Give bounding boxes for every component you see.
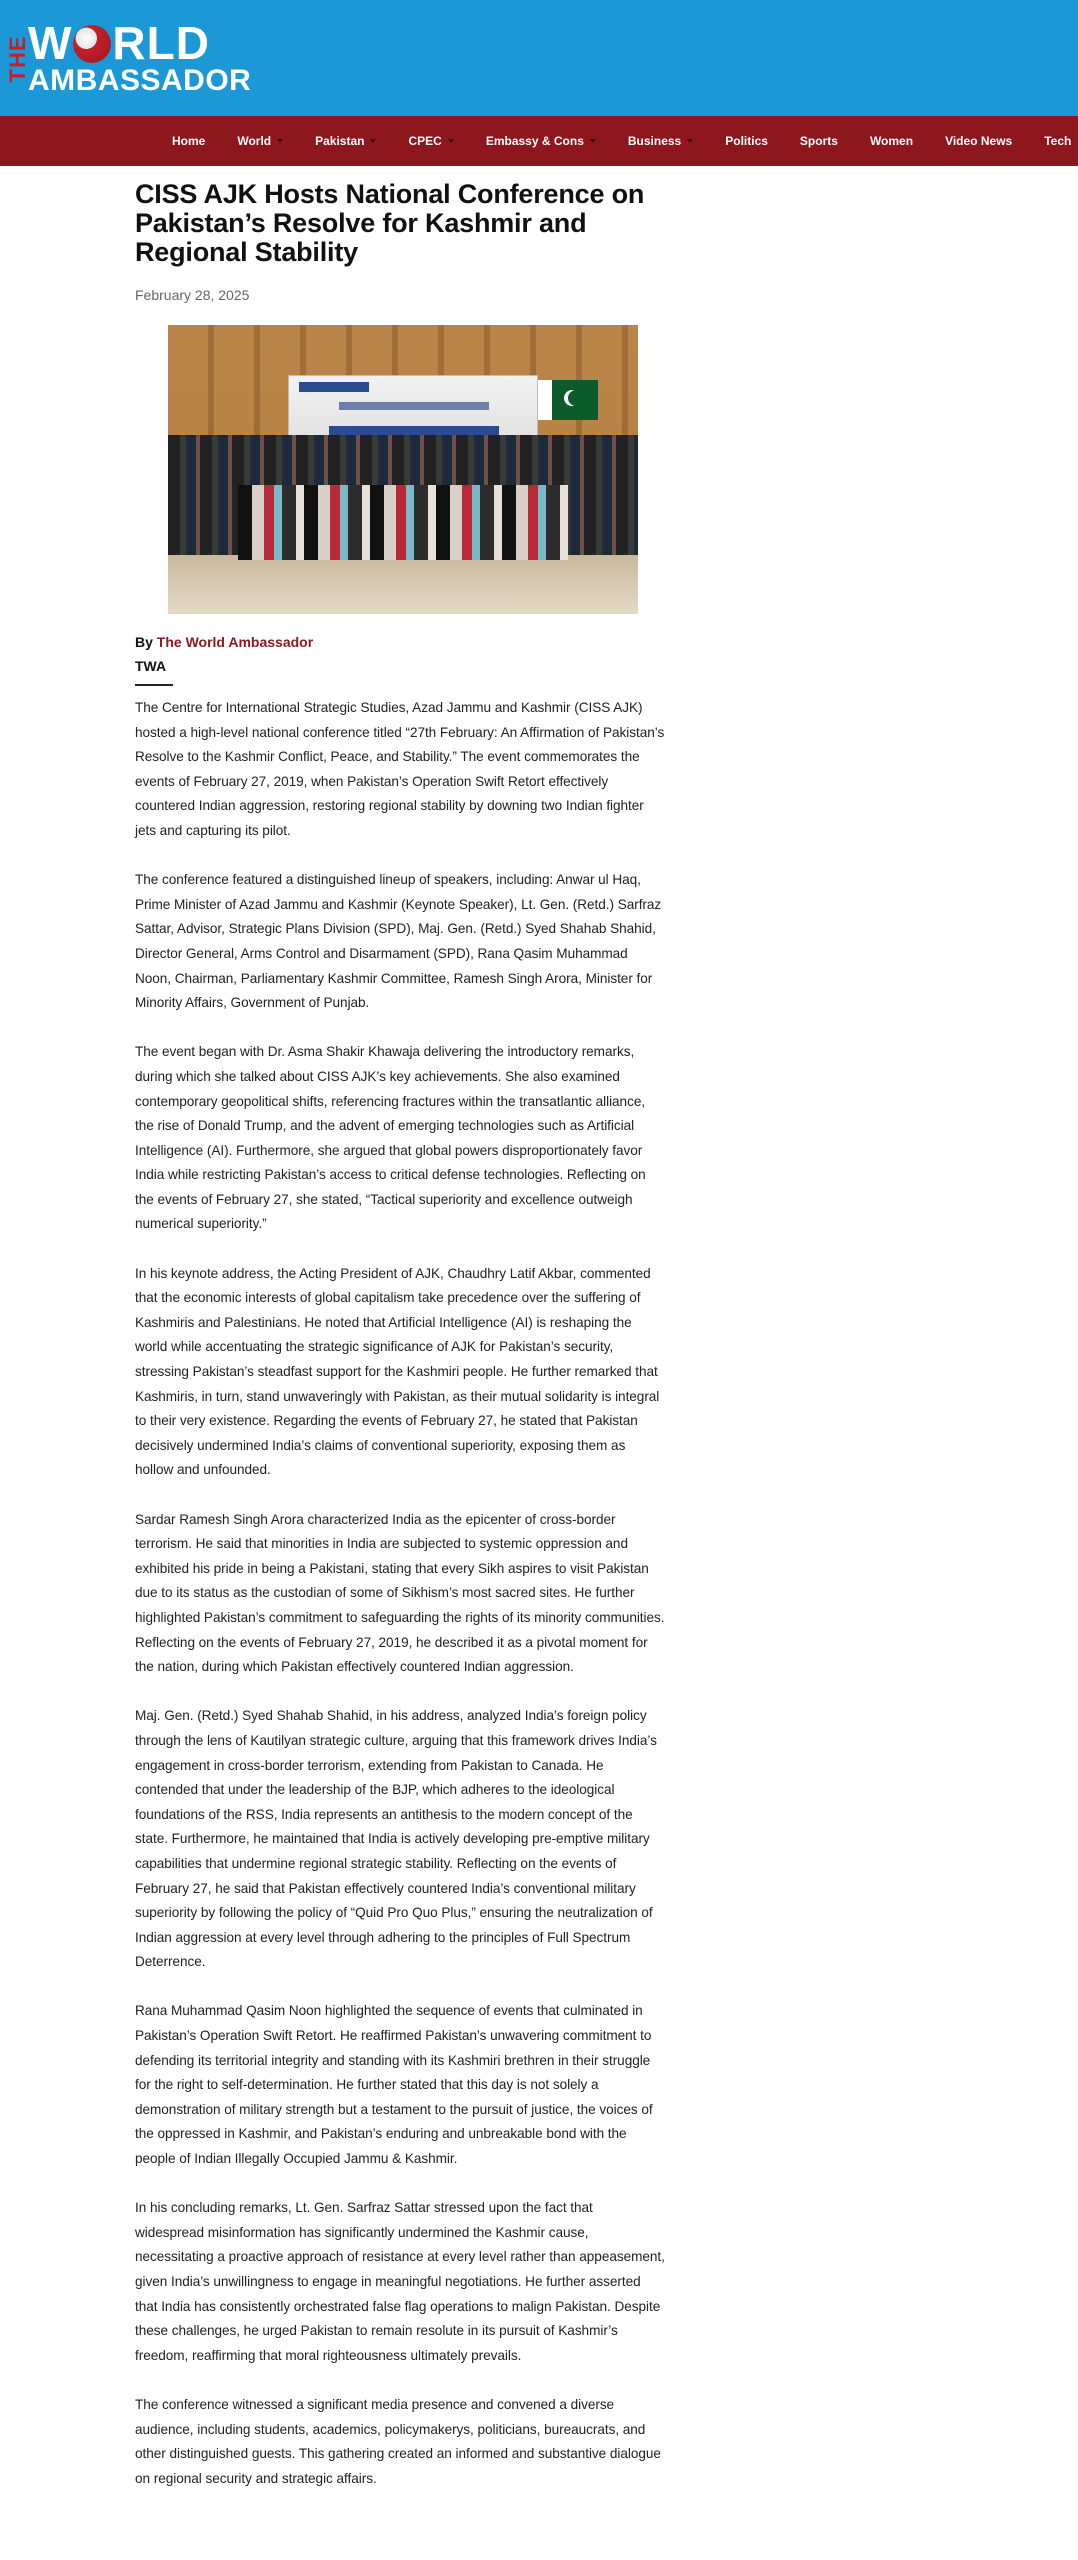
divider (135, 684, 173, 686)
chevron-down-icon (590, 139, 596, 143)
article-content (135, 180, 665, 2516)
article-paragraph: Sardar Ramesh Singh Arora characterized India as the epicenter of cross-border terrorism. He said that minorities in India are subjected to systemic oppression and exhibited his pride in being a Pakistani, stating that every Sikh aspires to visit Pakistan due to its status as the custodian of some of Sikhism’s most sacred sites. He further highlighted Pakistan’s commitment to safeguarding the rights of its minority communities. Reflecting on the events of February 27, 2019, he described it as a pivotal moment for the nation, during which Pakistan effectively countered Indian aggression. (135, 1511, 665, 1675)
hero-floor (168, 560, 638, 614)
byline-prefix: By (135, 634, 153, 650)
main-nav (0, 116, 1078, 166)
nav-menu (172, 116, 1078, 166)
nav-item-home[interactable]: Home (172, 134, 206, 148)
logo-ambassador: AMBASSADOR (28, 64, 252, 97)
article-paragraph: The conference witnessed a significant media presence and convened a diverse audience, including students, academics, policymakerys, politicians, bureaucrats, and other distinguished guests. This gathering created an informed and substantive dialogue on regional security and strategic affairs. (135, 2396, 661, 2486)
hero-group-front (238, 485, 568, 565)
nav-item-pakistan[interactable]: Pakistan (315, 134, 376, 148)
article-paragraph: The event began with Dr. Asma Shakir Khawaja delivering the introductory remarks, during which she talked about CISS AJK’s key achievements. She also examined contemporary geopolitical shifts, referencing fractures within the transatlantic alliance, the rise of Donald Trump, and the advent of emerging technologies such as Artificial Intelligence (AI). Furthermore, she argued that global powers disproportionately favor India while restricting Pakistan’s access to critical defense technologies. Reflecting on the events of February 27, she stated, “Tactical superiority and excellence outweigh numerical superiority.” (135, 1044, 646, 1232)
nav-item-video-news[interactable]: Video News (945, 134, 1013, 148)
article-hero-image (168, 325, 638, 614)
article-paragraph: The conference featured a distinguished lineup of speakers, including: Anwar ul Haq, Prime Minister of Azad Jammu and Kashmir (Keynote Speaker), Lt. Gen. (Retd.) Sarfraz Sattar, Advisor, Strategic Plans Division (SPD), Maj. Gen. (Retd.) Syed Shahab Shahid, Director General, Arms Control and Disarmament (SPD), Rana Qasim Muhammad Noon, Chairman, Parliamentary Kashmir Committee, Ramesh Singh Arora, Minister for Minority Affairs, Government of Punjab. (135, 872, 662, 1011)
author-org: TWA (135, 658, 167, 674)
article-date: February 28, 2025 (135, 287, 250, 303)
nav-item-politics[interactable]: Politics (725, 134, 768, 148)
article-paragraph: Rana Muhammad Qasim Noon highlighted the sequence of events that culminated in Pakistan’s Operation Swift Retort. He reaffirmed Pakistan’s unwavering commitment to defending its territorial integrity and standing with its Kashmiri brethren in their struggle for the right to self-determination. He further stated that this day is not solely a demonstration of military strength but a testament to the pursuit of justice, the voices of the oppressed in Kashmir, and Pakistan’s enduring and unbreakable bond with the people of Indian Illegally Occupied Jammu & Kashmir. (135, 2003, 653, 2167)
pakistan-flag-icon (538, 380, 598, 420)
article-body (135, 696, 665, 2491)
chevron-down-icon (370, 139, 376, 143)
article-title: CISS AJK Hosts National Conference on Pakistan’s Resolve for Kashmir and Regional Stability (135, 179, 645, 267)
article-paragraph: Maj. Gen. (Retd.) Syed Shahab Shahid, in his address, analyzed India’s foreign policy through the lens of Kautilyan strategic culture, arguing that this framework drives India’s engagement in cross-border terrorism, extending from Pakistan to Canada. He contended that under the leadership of the BJP, which adheres to the ideological foundations of the RSS, India represents an antithesis to the modern concept of the state. Furthermore, he maintained that India is actively developing pre-emptive military capabilities that undermine regional strategic stability. Reflecting on the events of February 27, he said that Pakistan effectively countered India’s conventional military superiority by following the policy of “Quid Pro Quo Plus,” ensuring the neutralization of Indian aggression at every level through adhering to the principles of Full Spectrum Deterrence. (135, 1708, 657, 1970)
nav-item-cpec[interactable]: CPEC (408, 134, 453, 148)
byline (135, 634, 665, 650)
author-link[interactable]: The World Ambassador (156, 634, 314, 650)
globe-icon (73, 25, 111, 63)
logo-world: W RLD (28, 17, 210, 69)
article-paragraph: The Centre for International Strategic Studies, Azad Jammu and Kashmir (CISS AJK) hosted a high-level national conference titled “27th February: An Affirmation of Pakistan’s Resolve to the Kashmir Conflict, Peace, and Stability.” The event commemorates the events of February 27, 2019, when Pakistan’s Operation Swift Retort effectively countered Indian aggression, restoring regional stability by downing two Indian fighter jets and capturing its pilot. (135, 700, 665, 838)
article-paragraph: In his concluding remarks, Lt. Gen. Sarfraz Sattar stressed upon the fact that widespread misinformation has significantly undermined the Kashmir cause, necessitating a proactive approach of resistance at every level rather than appeasement, given India’s unwillingness to engage in meaningful negotiations. He further asserted that India has consistently orchestrated false flag operations to malign Pakistan. Despite these challenges, he urged Pakistan to remain resolute in its pursuit of Kashmir’s freedom, reaffirming that moral righteousness ultimately prevails. (135, 2200, 665, 2363)
nav-item-embassy-cons[interactable]: Embassy & Cons (486, 134, 596, 148)
chevron-down-icon (277, 139, 283, 143)
nav-item-business[interactable]: Business (628, 134, 693, 148)
nav-item-tech[interactable]: Tech (1044, 134, 1072, 148)
site-header (0, 0, 1078, 116)
chevron-down-icon (448, 139, 454, 143)
nav-item-sports[interactable]: Sports (799, 134, 838, 148)
nav-item-world[interactable]: World (237, 134, 283, 148)
article-paragraph: In his keynote address, the Acting President of AJK, Chaudhry Latif Akbar, commented that the economic interests of global capitalism take precedence over the suffering of Kashmiris and Palestinians. He noted that Artificial Intelligence (AI) is reshaping the world while accentuating the strategic significance of AJK for Pakistan’s security, stressing Pakistan’s steadfast support for the Kashmiri people. He further remarked that Kashmiris, in turn, stand unwaveringly with Pakistan, as their mutual solidarity is integral to their very existence. Regarding the events of February 27, he stated that Pakistan decisively undermined India’s claims of conventional superiority, exposing them as hollow and unfounded. (135, 1265, 660, 1478)
nav-item-women[interactable]: Women (869, 134, 914, 148)
logo-the: THE (5, 35, 30, 83)
chevron-down-icon (687, 139, 693, 143)
site-logo[interactable] (5, 17, 252, 98)
